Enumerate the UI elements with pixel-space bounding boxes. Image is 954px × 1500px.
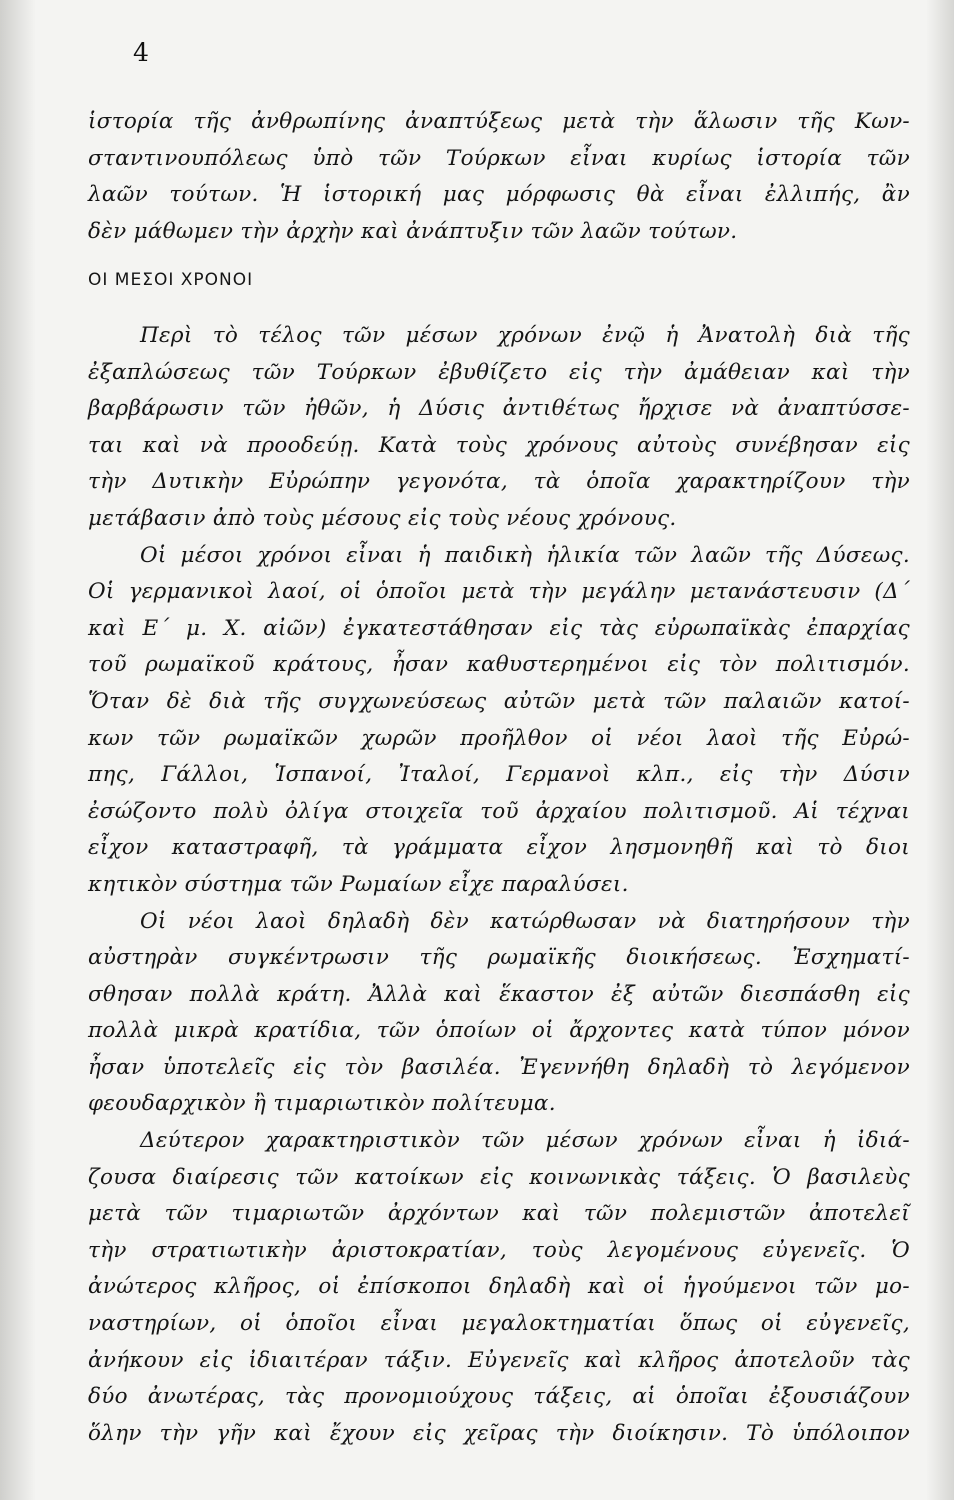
text-line: ἀνήκουν εἰς ἰδιαιτέραν τάξιν. Εὐγενεῖς καὶ κλῆρος ἀποτελοῦν τὰς (88, 1347, 910, 1373)
text-line: Οἱ μέσοι χρόνοι εἶναι ἡ παιδικὴ ἡλικία τῶν λαῶν τῆς Δύσεως. (140, 542, 910, 568)
text-line: τὴν Δυτικὴν Εὐρώπην γεγονότα, τὰ ὁποῖα χαρακτηρίζουν τὴν (88, 469, 910, 495)
text-line: βαρβάρωσιν τῶν ἠθῶν, ἡ Δύσις ἀντιθέτως ἤρχισε νὰ ἀναπτύσσε- (88, 396, 910, 422)
text-line: αὐστηρὰν συγκέντρωσιν τῆς ρωμαϊκῆς διοικήσεως. Ἐσχηματί- (88, 945, 910, 971)
text-line: τὴν στρατιωτικὴν ἀριστοκρατίαν, τοὺς λεγομένους εὐγενεῖς. Ὁ (88, 1237, 910, 1263)
text-line: ὅλην τὴν γῆν καὶ ἔχουν εἰς χεῖρας τὴν διοίκησιν. Τὸ ὑπόλοιπον (88, 1420, 910, 1446)
intro-paragraph (88, 104, 910, 250)
text-line: δὲν μάθωμεν τὴν ἀρχὴν καὶ ἀνάπτυξιν τῶν λαῶν τούτων. (88, 218, 738, 244)
text-line: μετὰ τῶν τιμαριωτῶν ἀρχόντων καὶ τῶν πολεμιστῶν ἀποτελεῖ (88, 1201, 910, 1227)
text-line: φεουδαρχικὸν ἢ τιμαριωτικὸν πολίτευμα. (88, 1091, 556, 1117)
text-line: ναστηρίων, οἱ ὁποῖοι εἶναι μεγαλοκτηματίαι ὅπως οἱ εὐγενεῖς, (88, 1311, 910, 1337)
text-line: ζουσα διαίρεσις τῶν κατοίκων εἰς κοινωνικὰς τάξεις. Ὁ βασιλεὺς (88, 1164, 910, 1190)
section-heading: ΟΙ ΜΕΣΟΙ ΧΡΟΝΟΙ (88, 270, 254, 290)
text-line: σταντινουπόλεως ὑπὸ τῶν Τούρκων εἶναι κυρίως ἱστορία τῶν (88, 145, 910, 171)
text-line: ἐσώζοντο πολὺ ὀλίγα στοιχεῖα τοῦ ἀρχαίου πολιτισμοῦ. Αἱ τέχναι (88, 798, 910, 824)
text-line: Οἱ νέοι λαοὶ δηλαδὴ δὲν κατώρθωσαν νὰ διατηρήσουν τὴν (140, 908, 910, 934)
text-line: μετάβασιν ἀπὸ τοὺς μέσους εἰς τοὺς νέους χρόνους. (88, 505, 677, 531)
text-line: καὶ Ε´ μ. Χ. αἰῶν) ἐγκατεστάθησαν εἰς τὰς εὐρωπαϊκὰς ἐπαρχίας (88, 615, 910, 641)
text-line: ἱστορία τῆς ἀνθρωπίνης ἀναπτύξεως μετὰ τὴν ἅλωσιν τῆς Κων- (88, 109, 910, 134)
text-line: κων τῶν ρωμαϊκῶν χωρῶν προῆλθον οἱ νέοι λαοὶ τῆς Εὐρώ- (88, 725, 910, 751)
scan-edge-left (0, 0, 36, 1500)
text-line: πης, Γάλλοι, Ἱσπανοί, Ἰταλοί, Γερμανοὶ κλπ., εἰς τὴν Δύσιν (88, 762, 910, 788)
text-line: Οἱ γερμανικοὶ λαοί, οἱ ὁποῖοι μετὰ τὴν μεγάλην μετανάστευσιν (Δ´ (88, 579, 910, 605)
text-line: ἦσαν ὑποτελεῖς εἰς τὸν βασιλέα. Ἐγεννήθη δηλαδὴ τὸ λεγόμενον (88, 1054, 910, 1080)
text-line: Περὶ τὸ τέλος τῶν μέσων χρόνων ἐνῷ ἡ Ἀνατολὴ διὰ τῆς (140, 323, 910, 348)
text-line: Ὅταν δὲ διὰ τῆς συγχωνεύσεως αὐτῶν μετὰ τῶν παλαιῶν κατοί- (88, 688, 910, 714)
text-line: λαῶν τούτων. Ἡ ἱστορική μας μόρφωσις θὰ εἶναι ἐλλιπής, ἂν (88, 182, 910, 208)
text-line: τοῦ ρωμαϊκοῦ κράτους, ἦσαν καθυστερημένοι εἰς τὸν πολιτισμόν. (88, 652, 910, 678)
text-line: πολλὰ μικρὰ κρατίδια, τῶν ὁποίων οἱ ἄρχοντες κατὰ τύπον μόνον (88, 1018, 910, 1044)
text-line: κητικὸν σύστημα τῶν Ρωμαίων εἶχε παραλύσει. (88, 871, 629, 897)
main-text (88, 318, 910, 1452)
text-line: ται καὶ νὰ προοδεύῃ. Κατὰ τοὺς χρόνους αὐτοὺς συνέβησαν εἰς (88, 432, 910, 458)
page-number: 4 (133, 38, 149, 67)
scan-edge-right (926, 0, 954, 1500)
text-line: ἐξαπλώσεως τῶν Τούρκων ἐβυθίζετο εἰς τὴν ἀμάθειαν καὶ τὴν (88, 359, 910, 385)
text-line: δύο ἀνωτέρας, τὰς προνομιούχους τάξεις, αἱ ὁποῖαι ἐξουσιάζουν (88, 1384, 910, 1410)
text-line: ἀνώτερος κλῆρος, οἱ ἐπίσκοποι δηλαδὴ καὶ οἱ ἡγούμενοι τῶν μο- (88, 1274, 910, 1300)
text-line: εἶχον καταστραφῆ, τὰ γράμματα εἶχον λησμονηθῆ καὶ τὸ διοι (88, 835, 910, 861)
text-line: σθησαν πολλὰ κράτη. Ἀλλὰ καὶ ἕκαστον ἐξ αὐτῶν διεσπάσθη εἰς (88, 981, 910, 1007)
text-line: Δεύτερον χαρακτηριστικὸν τῶν μέσων χρόνων εἶναι ἡ ἰδιά- (140, 1128, 910, 1154)
